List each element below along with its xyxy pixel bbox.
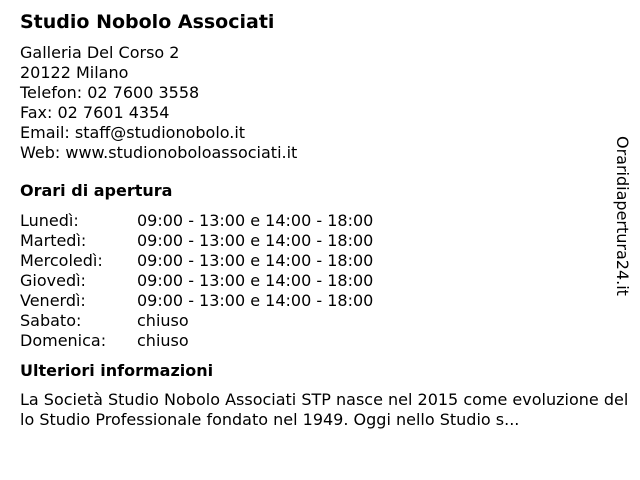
hours-day: Giovedì: — [20, 271, 86, 290]
hours-row-saturday — [20, 311, 620, 331]
info-text: La Società Studio Nobolo Associati STP nasce nel 2015 come evoluzione dello Studio Professionale fondato nel 1949. Oggi nello Studio s... — [20, 390, 629, 429]
hours-day: Sabato: — [20, 311, 82, 330]
web-line: Web: www.studionoboloassociati.it — [20, 143, 298, 162]
business-name: Studio Nobolo Associati — [20, 11, 275, 33]
hours-time: 09:00 - 13:00 e 14:00 - 18:00 — [137, 251, 374, 270]
hours-day: Martedì: — [20, 231, 87, 250]
info-heading: Ulteriori informazioni — [20, 361, 214, 380]
hours-heading: Orari di apertura — [20, 181, 173, 200]
fax-line: Fax: 02 7601 4354 — [20, 103, 170, 122]
phone-line: Telefon: 02 7600 3558 — [20, 83, 200, 102]
hours-day: Domenica: — [20, 331, 107, 350]
hours-row-thursday — [20, 271, 620, 291]
hours-row-monday — [20, 211, 620, 231]
hours-row-tuesday — [20, 231, 620, 251]
hours-row-friday — [20, 291, 620, 311]
site-watermark: Oraridiapertura24.it — [613, 136, 632, 296]
hours-time: 09:00 - 13:00 e 14:00 - 18:00 — [137, 291, 374, 310]
hours-time: chiuso — [137, 331, 189, 350]
address-city: 20122 Milano — [20, 63, 129, 82]
hours-day: Lunedì: — [20, 211, 79, 230]
hours-row-wednesday — [20, 251, 620, 271]
contact-block — [20, 43, 620, 163]
address-street: Galleria Del Corso 2 — [20, 43, 180, 62]
hours-day: Venerdì: — [20, 291, 86, 310]
hours-time: chiuso — [137, 311, 189, 330]
hours-time: 09:00 - 13:00 e 14:00 - 18:00 — [137, 231, 374, 250]
hours-table — [20, 211, 620, 351]
hours-day: Mercoledì: — [20, 251, 103, 270]
hours-time: 09:00 - 13:00 e 14:00 - 18:00 — [137, 271, 374, 290]
email-line: Email: staff@studionobolo.it — [20, 123, 246, 142]
hours-time: 09:00 - 13:00 e 14:00 - 18:00 — [137, 211, 374, 230]
hours-row-sunday — [20, 331, 620, 351]
